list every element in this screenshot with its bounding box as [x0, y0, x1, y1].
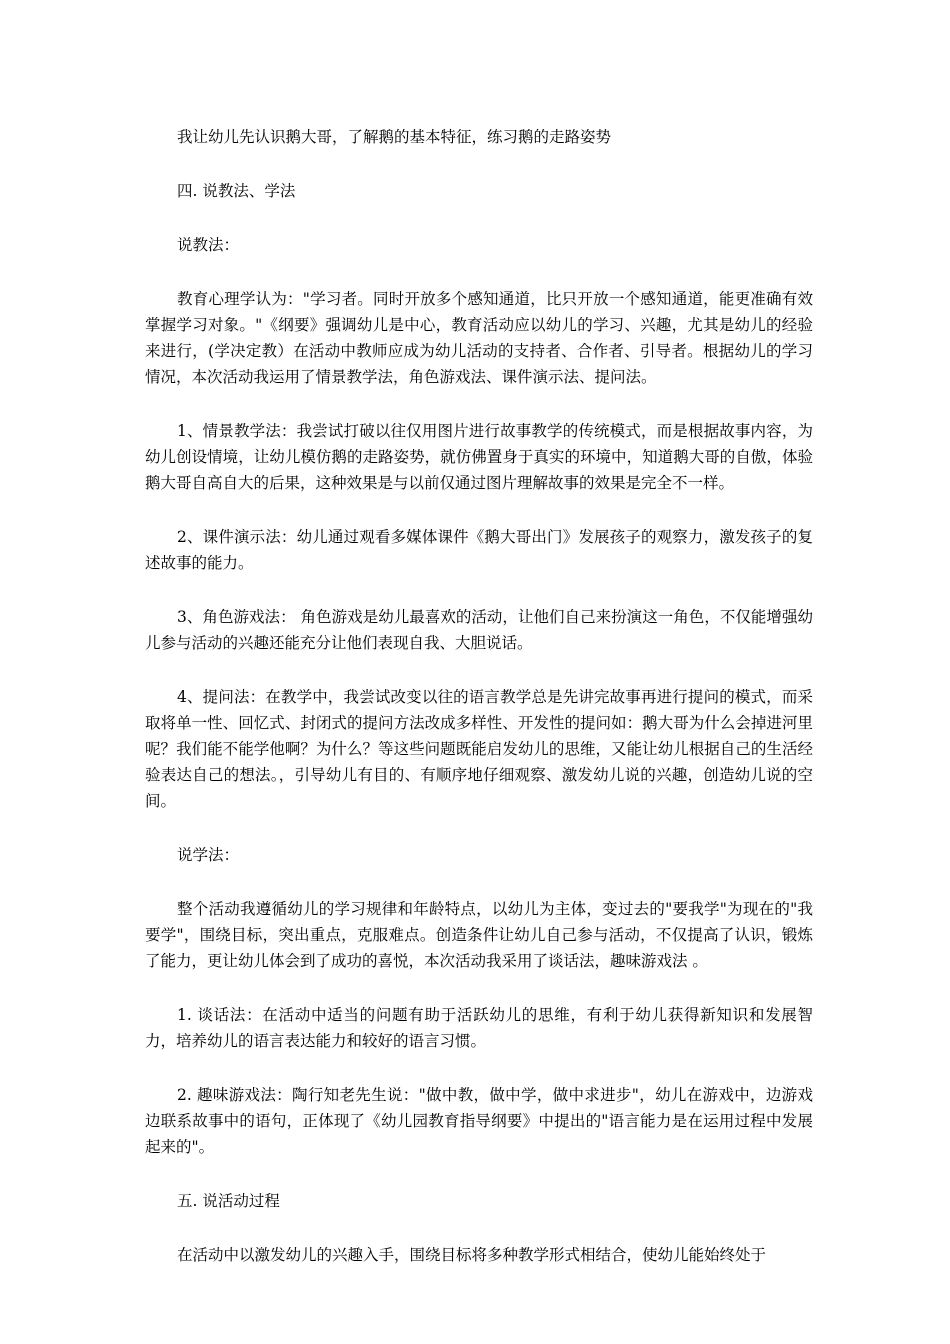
- section-heading-activity-process: 五. 说活动过程: [177, 1192, 280, 1210]
- method-4-paragraph: 4、提问法：在教学中，我尝试改变以往的语言教学总是先讲完故事再进行提问的模式，而采取将单一性、回忆式、封闭式的提问方法改成多样性、开发性的提问如：鹅大哥为什么会掉进河里呢？我们能不能学他啊？为什么？等这些问题既能启发幼儿的思维，又能让幼儿根据自己的生活经验表达自己的想法。，引导幼儿有目的、有顺序地仔细观察、激发幼儿说的兴趣，创造幼儿说的空间。: [145, 688, 813, 810]
- section-heading-teaching-methods: 四. 说教法、学法: [177, 182, 296, 200]
- teaching-method-paragraph: 教育心理学认为："学习者。同时开放多个感知通道，比只开放一个感知通道，能更准确有效掌握学习对象。"《纲要》强调幼儿是中心，教育活动应以幼儿的学习、兴趣，尤其是幼儿的经验来进行，(学决定教）在活动中教师应成为幼儿活动的支持者、合作者、引导者。根据幼儿的学习情况，本次活动我运用了情景教学法，角色游戏法、课件演示法、提问法。: [145, 290, 813, 386]
- learning-1-paragraph: 1. 谈话法：在活动中适当的问题有助于活跃幼儿的思维，有利于幼儿获得新知识和发展智力，培养幼儿的语言表达能力和较好的语言习惯。: [145, 1006, 813, 1050]
- learning-2-paragraph: 2. 趣味游戏法：陶行知老先生说："做中教，做中学，做中求进步"，幼儿在游戏中，边游戏边联系故事中的语句，正体现了《幼儿园教育指导纲要》中提出的"语言能力是在运用过程中发展起来的"。: [145, 1086, 813, 1156]
- document-page: [145, 124, 813, 1296]
- method-3-paragraph: 3、角色游戏法： 角色游戏是幼儿最喜欢的活动，让他们自己来扮演这一角色，不仅能增强幼儿参与活动的兴趣还能充分让他们表现自我、大胆说话。: [145, 608, 813, 652]
- method-2-paragraph: 2、课件演示法：幼儿通过观看多媒体课件《鹅大哥出门》发展孩子的观察力，激发孩子的复述故事的能力。: [145, 528, 813, 572]
- subheading-teaching-method: 说教法：: [177, 236, 240, 254]
- intro-paragraph: 我让幼儿先认识鹅大哥，了解鹅的基本特征，练习鹅的走路姿势: [177, 128, 612, 146]
- method-1-paragraph: 1、情景教学法：我尝试打破以往仅用图片进行故事教学的传统模式，而是根据故事内容，为幼儿创设情境，让幼儿模仿鹅的走路姿势，就仿佛置身于真实的环境中，知道鹅大哥的自傲，体验鹅大哥自高自大的后果，这种效果是与以前仅通过图片理解故事的效果是完全不一样。: [145, 422, 813, 492]
- activity-process-paragraph: 在活动中以激发幼儿的兴趣入手，围绕目标将多种教学形式相结合，使幼儿能始终处于: [177, 1246, 767, 1264]
- subheading-learning-method: 说学法：: [177, 846, 240, 864]
- learning-method-paragraph: 整个活动我遵循幼儿的学习规律和年龄特点，以幼儿为主体，变过去的"要我学"为现在的"我要学"，围绕目标，突出重点，克服难点。创造条件让幼儿自己参与活动，不仅提高了认识，锻炼了能力，更让幼儿体会到了成功的喜悦，本次活动我采用了谈话法，趣味游戏法 。: [145, 900, 813, 970]
